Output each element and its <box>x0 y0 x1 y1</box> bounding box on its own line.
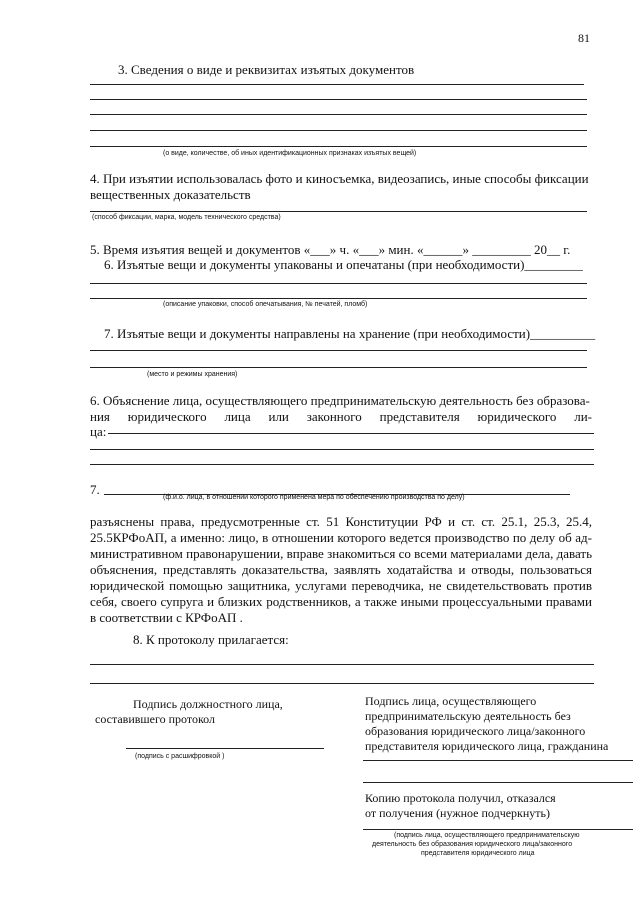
sign-left-caption: (подпись с расшифровкой ) <box>135 753 225 760</box>
sign-right-line-3: образования юридического лица/законного <box>365 724 586 738</box>
blank-line[interactable] <box>90 464 594 465</box>
storage-caption: (место и режимы хранения) <box>147 371 238 378</box>
blank-line[interactable] <box>90 449 594 450</box>
rights-line-1: разъяснены права, предусмотренные ст. 51 Конституции РФ и ст. ст. 25.1, 25.3, 25.4, <box>90 514 592 529</box>
section-4-line-1: 4. При изъятии использовалась фото и киносъемка, видеозапись, иные способы фиксации <box>90 171 589 186</box>
blank-line[interactable] <box>90 130 587 131</box>
page-number: 81 <box>578 31 590 45</box>
section-7-number: 7. <box>90 482 100 497</box>
section-7-storage: 7. Изъятые вещи и документы направлены на хранение (при необходимости)__________ <box>104 326 596 341</box>
rights-line-4: объяснения, представлять доказательства, заявлять ходатайства и отводы, пользоваться <box>90 562 592 577</box>
section-3-caption: (о виде, количестве, об иных идентификационных признаках изъятых вещей) <box>163 150 417 157</box>
rights-line-6: себя, своего супруга и близких родственников, а также иными процессуальными правами <box>90 594 592 609</box>
blank-line[interactable] <box>108 433 594 434</box>
sign-left-line-1: Подпись должностного лица, <box>133 697 283 711</box>
blank-line[interactable] <box>90 664 594 665</box>
blank-line[interactable] <box>90 283 587 284</box>
section-6-packed: 6. Изъятые вещи и документы упакованы и опечатаны (при необходимости)_________ <box>104 257 583 272</box>
person-caption: (ф.и.о. лица, в отношении которого применена мера по обеспечению производства по делу) <box>163 494 465 501</box>
blank-line[interactable] <box>90 298 587 299</box>
section-6-line-3: ца: <box>90 424 107 439</box>
section-6-line-1: 6. Объяснение лица, осуществляющего предпринимательскую деятельность без образова- <box>90 393 590 408</box>
sign-right-line-2: предпринимательскую деятельность без <box>365 709 571 723</box>
signature-line[interactable] <box>363 782 633 783</box>
blank-line[interactable] <box>90 211 587 212</box>
rights-line-2: 25.5КРФоАП, а именно: лицо, в отношении которого ведется производство по делу об ад- <box>90 530 592 545</box>
blank-line[interactable] <box>90 84 584 85</box>
section-4-caption: (способ фиксации, марка, модель технического средства) <box>92 214 281 221</box>
copy-caption-1: (подпись лица, осуществляющего предпринимательскую <box>394 832 580 839</box>
copy-caption-2: деятельность без образования юридического лица/законного <box>372 841 573 848</box>
section-3-title: 3. Сведения о виде и реквизитах изъятых документов <box>118 62 415 77</box>
copy-line-2: от получения (нужное подчеркнуть) <box>365 806 551 820</box>
copy-caption-3: представителя юридического лица <box>421 850 535 857</box>
signature-line[interactable] <box>126 748 324 749</box>
packed-caption: (описание упаковки, способ опечатывания, № печатей, пломб) <box>163 301 368 308</box>
section-8-title: 8. К протоколу прилагается: <box>133 632 289 647</box>
blank-line[interactable] <box>90 350 587 351</box>
blank-line[interactable] <box>90 99 587 100</box>
signature-line[interactable] <box>363 829 633 830</box>
blank-line[interactable] <box>90 367 587 368</box>
sign-left-line-2: составившего протокол <box>95 712 216 726</box>
blank-line[interactable] <box>90 114 587 115</box>
sign-right-line-1: Подпись лица, осуществляющего <box>365 694 537 708</box>
section-5-time: 5. Время изъятия вещей и документов «___» ч. «___» мин. «______» _________ 20__ г. <box>90 242 571 257</box>
blank-line[interactable] <box>90 683 594 684</box>
signature-line[interactable] <box>363 760 633 761</box>
section-4-line-2: вещественных доказательств <box>90 187 251 202</box>
copy-line-1: Копию протокола получил, отказался <box>365 791 556 805</box>
rights-line-3: министративном правонарушении, вправе знакомиться со всеми материалами дела, давать <box>90 546 592 561</box>
section-6-line-2: ния юридического лица или законного представителя юридического ли- <box>90 409 592 424</box>
blank-line[interactable] <box>90 146 587 147</box>
rights-line-7: в соответствии с КРФоАП . <box>90 610 243 625</box>
sign-right-line-4: представителя юридического лица, гражданина <box>365 739 609 753</box>
rights-line-5: юридической помощью защитника, услугами переводчика, не свидетельствовать против <box>90 578 592 593</box>
